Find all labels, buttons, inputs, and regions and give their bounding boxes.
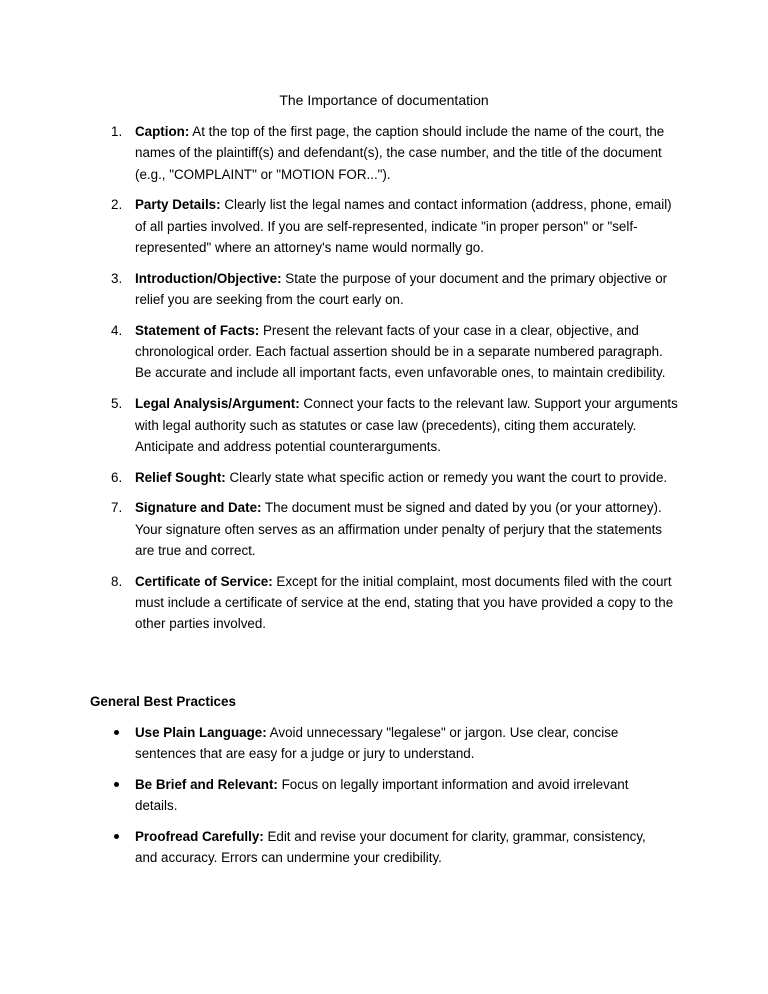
bullet-icon [114,730,119,735]
item-number: 1. [111,124,123,139]
item-text: Except for the initial complaint, most documents filed with the court must include a certificate of service at the end, stating that you have provided a copy to the other parties involved. [135,573,674,632]
list-item [0,320,768,384]
bullet-text: Edit and revise your document for clarity, grammar, consistency, and accuracy. Errors can undermine your credibility. [135,829,646,866]
list-item [0,121,768,185]
item-number: 5. [111,396,123,412]
bullet-icon [114,834,119,839]
item-number: 7. [111,500,123,516]
bullet-item [0,774,768,817]
list-item [0,268,768,311]
list-item [0,497,768,561]
list-item [0,194,768,258]
item-term: Party Details: [135,197,221,213]
item-term: Relief Sought: [135,469,226,485]
bullet-text: Focus on legally important information and avoid irrelevant details. [135,777,629,814]
bullet-icon [114,782,119,787]
item-number: 4. [111,322,123,338]
bullet-term: Proofread Carefully: [135,829,264,845]
item-term: Certificate of Service: [135,573,273,589]
item-text: Clearly list the legal names and contact information (address, phone, email) of all parties involved. If you are self-represented, indicate "in proper person" or "self-represented" where an attorney's name would normally go. [135,197,672,255]
bullet-item [0,722,768,765]
item-term: Introduction/Objective: [135,270,282,286]
list-item [0,393,768,457]
section-heading: General Best Practices [90,694,236,709]
item-number: 6. [111,469,123,485]
bullet-term: Be Brief and Relevant: [135,777,278,793]
item-term: Statement of Facts: [135,322,260,338]
item-term: Signature and Date: [135,500,262,516]
bullet-item [0,826,768,869]
item-number: 8. [111,573,123,589]
item-text: Present the relevant facts of your case in a clear, objective, and chronological order. Each factual assertion should be in a separate numbered paragraph. Be accurate and include all important facts, even unfavorable ones, to maintain credibility. [135,322,666,381]
item-text: State the purpose of your document and the primary objective or relief you are seeking from the court early on. [135,270,668,308]
item-term: Caption: [135,124,190,139]
list-item [0,467,768,488]
item-number: 2. [111,197,123,213]
item-text: Clearly state what specific action or remedy you want the court to provide. [225,469,668,485]
bullet-text: Avoid unnecessary "legalese" or jargon. Use clear, concise sentences that are easy for a judge or jury to understand. [135,725,619,762]
list-item [0,571,768,635]
item-term: Legal Analysis/Argument: [135,396,300,412]
bullet-term: Use Plain Language: [135,725,267,740]
document-title: The Importance of documentation [279,92,489,108]
item-number: 3. [111,270,123,286]
bullet-list [0,722,768,878]
numbered-list [0,121,768,644]
item-text: At the top of the first page, the caption should include the name of the court, the names of the plaintiff(s) and defendant(s), the case number, and the title of the document (e.g., "COMPLAINT" or "MOTION FOR..."). [135,124,665,182]
item-text: Connect your facts to the relevant law. Support your arguments with legal authority such as statutes or case law (precedents), citing them accurately. Anticipate and address potential counterarguments. [135,396,678,454]
item-text: The document must be signed and dated by you (or your attorney). Your signature often serves as an affirmation under penalty of perjury that the statements are true and correct. [135,500,663,559]
